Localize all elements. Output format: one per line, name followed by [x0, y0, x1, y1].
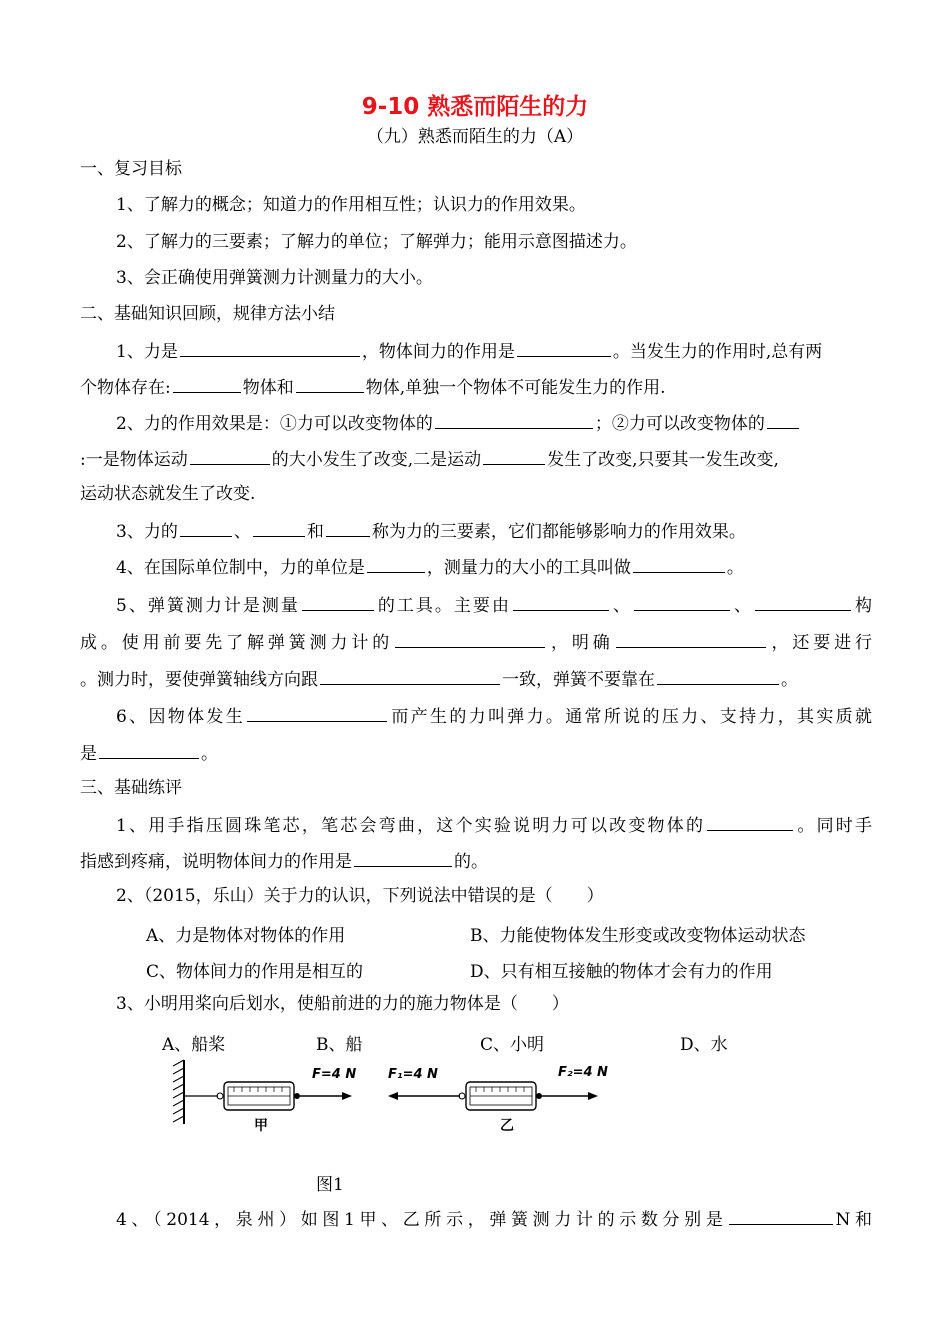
answer-blank[interactable] — [326, 519, 370, 537]
force-label-f2: F₂=4 N — [558, 1065, 608, 1080]
spring-scale-figure — [170, 1058, 610, 1138]
answer-blank[interactable] — [483, 447, 545, 465]
question-line: 1、用手指压圆珠笔芯，笔芯会弯曲，这个实验说明力可以改变物体的 。同时手 — [116, 813, 872, 837]
goal-item: 1、了解力的概念；知道力的作用相互性；认识力的作用效果。 — [116, 195, 586, 215]
answer-blank[interactable] — [296, 375, 364, 393]
question-stem: 3、小明用桨向后划水，使船前进的力的施力物体是（ ） — [116, 994, 569, 1014]
goal-item: 3、会正确使用弹簧测力计测量力的大小。 — [116, 268, 433, 288]
answer-blank[interactable] — [173, 375, 241, 393]
question-line: 指感到疼痛，说明物体间力的作用是 的。 — [80, 849, 872, 873]
answer-blank[interactable] — [190, 447, 270, 465]
question-line: 。测力时，要使弹簧轴线方向跟 一致，弹簧不要靠在 。 — [80, 667, 872, 691]
question-line: 6、因物体发生 而产生的力叫弹力。通常所说的压力、支持力，其实质就 — [116, 704, 872, 728]
question-line: 成。使用前要先了解弹簧测力计的 ，明确 ，还要进行 — [80, 630, 872, 654]
question-line: :一是物体运动 的大小发生了改变,二是运动 发生了改变,只要其一发生改变, — [80, 447, 872, 471]
option-a[interactable]: A、力是物体对物体的作用 — [146, 926, 346, 946]
answer-blank[interactable] — [354, 849, 452, 867]
answer-blank[interactable] — [517, 339, 611, 357]
question-line: 4、在国际单位制中，力的单位是 ，测量力的大小的工具叫做 。 — [116, 555, 872, 579]
answer-blank[interactable] — [320, 667, 500, 685]
answer-blank[interactable] — [729, 1207, 833, 1225]
page-subtitle: （九）熟悉而陌生的力（A） — [366, 127, 584, 147]
question-line: 是 。 — [80, 741, 872, 765]
answer-blank[interactable] — [513, 593, 609, 611]
answer-blank[interactable] — [253, 519, 305, 537]
question-line: 4、（2014，泉州）如图1甲、乙所示，弹簧测力计的示数分别是 N和 — [116, 1207, 872, 1231]
answer-blank[interactable] — [367, 555, 425, 573]
page-title: 9-10 熟悉而陌生的力 — [361, 94, 589, 120]
answer-blank[interactable] — [657, 667, 779, 685]
spring-scale-b — [388, 1082, 598, 1110]
option-d[interactable]: D、只有相互接触的物体才会有力的作用 — [470, 962, 773, 982]
section-heading: 二、基础知识回顾，规律方法小结 — [80, 304, 335, 324]
question-line: 3、力的 、 和 称为力的三要素，它们都能够影响力的作用效果。 — [116, 519, 872, 543]
answer-blank[interactable] — [616, 630, 766, 648]
option-c[interactable]: C、小明 — [480, 1035, 545, 1055]
answer-blank[interactable] — [180, 519, 232, 537]
figure-label-b: 乙 — [500, 1118, 514, 1134]
wall — [173, 1060, 184, 1124]
option-d[interactable]: D、水 — [680, 1035, 728, 1055]
question-line: 运动状态就发生了改变. — [80, 484, 256, 504]
option-b[interactable]: B、力能使物体发生形变或改变物体运动状态 — [470, 926, 806, 946]
question-line: 1、力是 ，物体间力的作用是 。当发生力的作用时,总有两 — [116, 339, 872, 363]
figure-caption: 图1 — [316, 1175, 344, 1195]
answer-blank[interactable] — [633, 555, 725, 573]
force-label-f1: F₁=4 N — [388, 1067, 438, 1082]
answer-blank[interactable] — [755, 593, 851, 611]
answer-blank[interactable] — [435, 411, 593, 429]
answer-blank[interactable] — [99, 741, 199, 759]
question-line: 5、弹簧测力计是测量 的工具。主要由 、 、 构 — [116, 593, 872, 617]
figure-label-a: 甲 — [254, 1118, 268, 1134]
question-line: 个物体存在: 物体和 物体,单独一个物体不可能发生力的作用. — [80, 375, 872, 399]
answer-blank[interactable] — [302, 593, 374, 611]
option-c[interactable]: C、物体间力的作用是相互的 — [146, 962, 364, 982]
answer-blank[interactable] — [395, 630, 545, 648]
spring-scale-a — [184, 1082, 352, 1110]
answer-blank[interactable] — [767, 411, 799, 429]
option-a[interactable]: A、船桨 — [162, 1035, 226, 1055]
answer-blank[interactable] — [634, 593, 730, 611]
section-heading: 三、基础练评 — [80, 778, 182, 798]
answer-blank[interactable] — [180, 339, 360, 357]
answer-blank[interactable] — [707, 813, 793, 831]
option-b[interactable]: B、船 — [316, 1035, 363, 1055]
section-heading: 一、复习目标 — [80, 159, 182, 179]
force-label: F=4 N — [312, 1067, 357, 1082]
goal-item: 2、了解力的三要素；了解力的单位；了解弹力；能用示意图描述力。 — [116, 232, 637, 252]
question-line: 2、力的作用效果是：①力可以改变物体的 ；②力可以改变物体的 — [116, 411, 872, 435]
answer-blank[interactable] — [247, 704, 387, 722]
question-stem: 2、（2015，乐山）关于力的认识，下列说法中错误的是（ ） — [116, 886, 604, 906]
